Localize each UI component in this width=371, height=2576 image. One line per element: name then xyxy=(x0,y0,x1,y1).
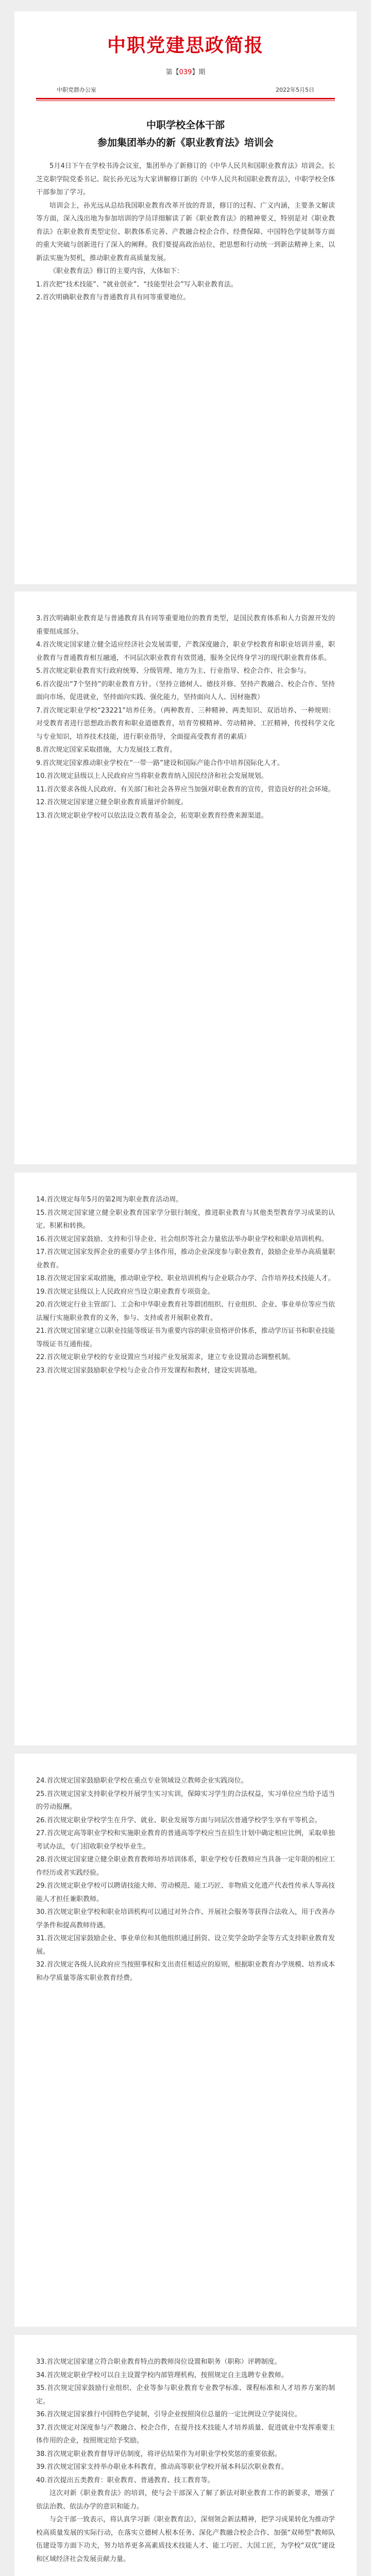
list-item: 8.首次规定国家采取措施，大力发展技工教育。 xyxy=(36,746,177,754)
issue-suffix: 】期 xyxy=(192,69,206,76)
list-item: 10.首次规定县级以上人民政府应当将职业教育纳入国民经济和社会发展规划。 xyxy=(36,772,268,780)
item-list-page-5 xyxy=(36,2355,335,2487)
item-list-page-2 xyxy=(36,612,335,822)
issue-number: 039 xyxy=(179,69,192,76)
red-rule xyxy=(36,98,335,99)
issue-prefix: 第【 xyxy=(165,69,179,76)
list-item: 31.首次规定国家鼓励企业、事业单位和其他组织通过捐资、设立奖学金助学金等方式支持职业教育发展。 xyxy=(36,1935,335,1956)
conclusion-paragraph-2: 与会干部一致表示，将认真学习新《职业教育法》，深刻领会新法精神，把学习成果转化为推动学校高质量发展的实际行动，在落实立德树人根本任务、深化产教融合校企合作、加强“双师型”教师队伍建设等方面下功夫，努力培养更多高素质技术技能人才、能工巧匠、大国工匠，为学校“双优”建设和区域经济社会发展贡献力量。 xyxy=(36,2516,335,2563)
list-item: 17.首次规定国家发挥企业的重要办学主体作用，推动企业深度参与职业教育，鼓励企业举办高质量职业教育。 xyxy=(36,1248,335,1269)
article-headline xyxy=(36,116,335,151)
list-item: 3.首次明确职业教育是与普通教育具有同等重要地位的教育类型，是国民教育体系和人力资源开发的重要组成部分。 xyxy=(36,615,335,636)
list-item: 21.首次规定国家建立以职业技能等级证书为重要内容的职业资格评价体系，推动学历证书和职业技能等级证书互通衔接。 xyxy=(36,1327,335,1348)
list-item: 24.首次规定国家鼓励职业学校在重点专业领域设立教师企业实践岗位。 xyxy=(36,1777,248,1785)
list-item: 27.首次规定高等职业学校和实施职业教育的普通高等学校应当在招生计划中确定相应比例，采取单独考试办法，专门招收职业学校毕业生。 xyxy=(36,1829,335,1851)
list-item: 29.首次规定职业学校可以聘请技能大师、劳动模范、能工巧匠、非物质文化遗产代表性传承人等高技能人才担任兼职教师。 xyxy=(36,1882,335,1903)
issue-date: 2022年5月5日 xyxy=(276,87,314,93)
meta-row xyxy=(36,86,335,94)
list-item: 23.首次规定国家鼓励职业学校与企业合作开发课程和教材，建设实训基地。 xyxy=(36,1366,261,1375)
list-item: 7.首次规定职业学校“23221”培养任务。（两种教育、三种精神、两类知识、双语培养、一种规则：对受教育者进行思想政治教育和职业道德教育，培育劳模精神、劳动精神、工匠精神，传授科学文化与专业知识，培养技术技能，进行职业指导，全面提高受教育者的素质） xyxy=(36,706,335,741)
conclusion-paragraph-1: 这次对新《职业教育法》的培训，使与会干部深入了解了新法对职业教育工作的新要求，增强了依法治教、依法办学的意识和能力。 xyxy=(36,2489,335,2511)
page-4 xyxy=(14,1754,357,2327)
list-item: 22.首次规定职业学校的专业设置应当对接产业发展需求，建立专业设置动态调整机制。 xyxy=(36,1353,295,1361)
page-5 xyxy=(14,2335,357,2576)
masthead-title: 中职党建思政简报 xyxy=(107,35,264,56)
list-item: 30.首次规定职业学校和职业培训机构可以通过对外合作、开展社会服务等获得合法收入，用于改善办学条件和提高教师待遇。 xyxy=(36,1908,335,1929)
issue-number-line xyxy=(36,66,335,76)
list-item: 19.首次规定县级以上人民政府应当设立职业教育专项资金。 xyxy=(36,1287,214,1296)
list-item: 26.首次规定职业学校学生在升学、就业、职业发展等方面与同层次普通学校学生享有平等机会。 xyxy=(36,1816,322,1824)
red-rule-thin xyxy=(36,100,335,101)
list-item: 33.首次规定国家建立符合职业教育特点的教师岗位设置和职务（职称）评聘制度。 xyxy=(36,2358,281,2366)
list-item: 6.首次提出“7个坚持”的职业教育方针。（坚持立德树人、德技并修、坚持产教融合、校企合作、坚持面向市场、促进就业，坚持面向实践、强化能力，坚持面向人人、因材施教） xyxy=(36,680,335,701)
issuing-office: 中职党群办公室 xyxy=(57,87,96,93)
list-item: 28.首次规定国家建立健全职业教育教师培养培训体系，职业学校专任教师应当具备一定年限的相应工作经历或者实践经验。 xyxy=(36,1856,335,1877)
intro-paragraph-3: 《职业教育法》修订的主要内容，大体如下： xyxy=(49,267,184,275)
item-list-page-3 xyxy=(36,1193,335,1377)
list-item: 16.首次规定国家鼓励、支持和引导企业、社会组织等社会力量依法举办职业学校和职业培训机构。 xyxy=(36,1235,328,1243)
page-2 xyxy=(14,591,357,1164)
list-item: 12.首次规定国家建立健全职业教育质量评价制度。 xyxy=(36,799,188,806)
list-item: 13.首次规定职业学校可以依法设立教育基金会，拓宽职业教育经费来源渠道。 xyxy=(36,811,268,820)
intro-paragraph-2: 培训会上，孙光远从总结我国职业教育改革开放的背景，修订的过程、广义内涵，主要条文解读等方面，深入浅出地为参加培训的学员详细解读了新《职业教育法》的精神要义，特别是对《职业教育法》在职业教育类型定位、职教体系完善、产教融合校企合作、经费保障、中国特色学徒制等方面的重大突破与创新进行了深入的阐释。我们要提高政治站位，把思想和行动统一到新法精神上来，以新法实施为契机，推动职业教育高质量发展。 xyxy=(36,201,335,262)
intro-paragraph-1: 5月4日下午在学校书涛会议室，集团举办了新修订的《中华人民共和国职业教育法》培训会。长芝克职学院党委书记、院长孙光远为大家讲解修订新的《中华人民共和国职业教育法》，中职学校全体干部参加了学习。 xyxy=(36,162,335,196)
list-item: 36.首次规定国家推行中国特色学徒制，引导企业按照岗位总量的一定比例设立学徒岗位。 xyxy=(36,2411,301,2418)
list-item: 4.首次规定国家建立健全适应经济社会发展需要，产教深度融合，职业学校教育和职业培训并重，职业教育与普通教育相互融通，不同层次职业教育有效贯通，服务全民终身学习的现代职业教育体系。 xyxy=(36,641,335,662)
list-item: 34.首次规定职业学校可以自主设置学校内部管理机构，按照规定自主选聘专业教师。 xyxy=(36,2371,288,2379)
page-1 xyxy=(14,11,357,584)
list-item: 20.首次规定行业主管部门、工会和中华职业教育社等群团组织、行业组织、企业、事业单位等应当依法履行实施职业教育的义务，参与、支持或者开展职业教育。 xyxy=(36,1301,335,1322)
list-item: 18.首次规定国家采取措施，推动职业学校、职业培训机构与企业联合办学、合作培养技术技能人才。 xyxy=(36,1275,335,1282)
item-list-page-4 xyxy=(36,1774,335,1985)
list-item: 1.首次把“技术技能”、“就业创业”、“技能型社会”写入职业教育法。 xyxy=(36,280,238,289)
list-item: 38.首次规定职业教育督导评估制度，将评估结果作为对职业学校奖惩的重要依据。 xyxy=(36,2450,281,2458)
list-item: 5.首次规定职业教育实行政府统筹、分级管理、地方为主、行业指导、校企合作、社会参与。 xyxy=(36,667,311,675)
list-item: 32.首次规定各级人民政府应当按照事权和支出责任相适应的原则，根据职业教育办学规模、培养成本和办学质量等落实职业教育经费。 xyxy=(36,1961,335,1982)
list-item: 40.首次提出五类教育：职业教育、普通教育、技工教育等。 xyxy=(36,2476,214,2484)
headline-line-2: 参加集团举办的新《职业教育法》培训会 xyxy=(97,137,274,148)
item-list-page-1 xyxy=(36,278,335,304)
list-item: 9.首次规定国家推动职业学校在“一带一路”建设和国际产能合作中培养国际化人才。 xyxy=(36,759,284,767)
list-item: 14.首次规定每年5月的第2周为职业教育活动周。 xyxy=(36,1196,183,1204)
list-item: 39.首次规定国家支持举办职业本科教育，推动高等职业学校开展本科层次职业教育。 xyxy=(36,2463,288,2471)
page-3 xyxy=(14,1173,357,1745)
list-item: 35.首次规定国家鼓励行业组织、企业等参与职业教育专业教学标准、课程标准和人才培养方案的制定。 xyxy=(36,2384,335,2405)
list-item: 11.首次要求各级人民政府、有关部门和社会各界应当加强对职业教育的宣传，营造良好的社会环境。 xyxy=(36,785,335,793)
list-item: 37.首次规定对深度参与产教融合、校企合作，在提升技术技能人才培养质量、促进就业中发挥重要主体作用的企业，按照规定给予奖励。 xyxy=(36,2424,335,2445)
headline-line-1: 中职学校全体干部 xyxy=(146,120,225,131)
list-item: 2.首次明确职业教育与普通教育具有同等重要地位。 xyxy=(36,294,190,301)
list-item: 15.首次规定国家建立健全职业教育国家学分银行制度，推进职业教育与其他类型教育学习成果的认定、积累和转换。 xyxy=(36,1209,335,1230)
list-item: 25.首次规定国家支持职业学校开展学生实习实训，保障实习学生的合法权益，实习单位应当给予适当的劳动报酬。 xyxy=(36,1790,335,1811)
